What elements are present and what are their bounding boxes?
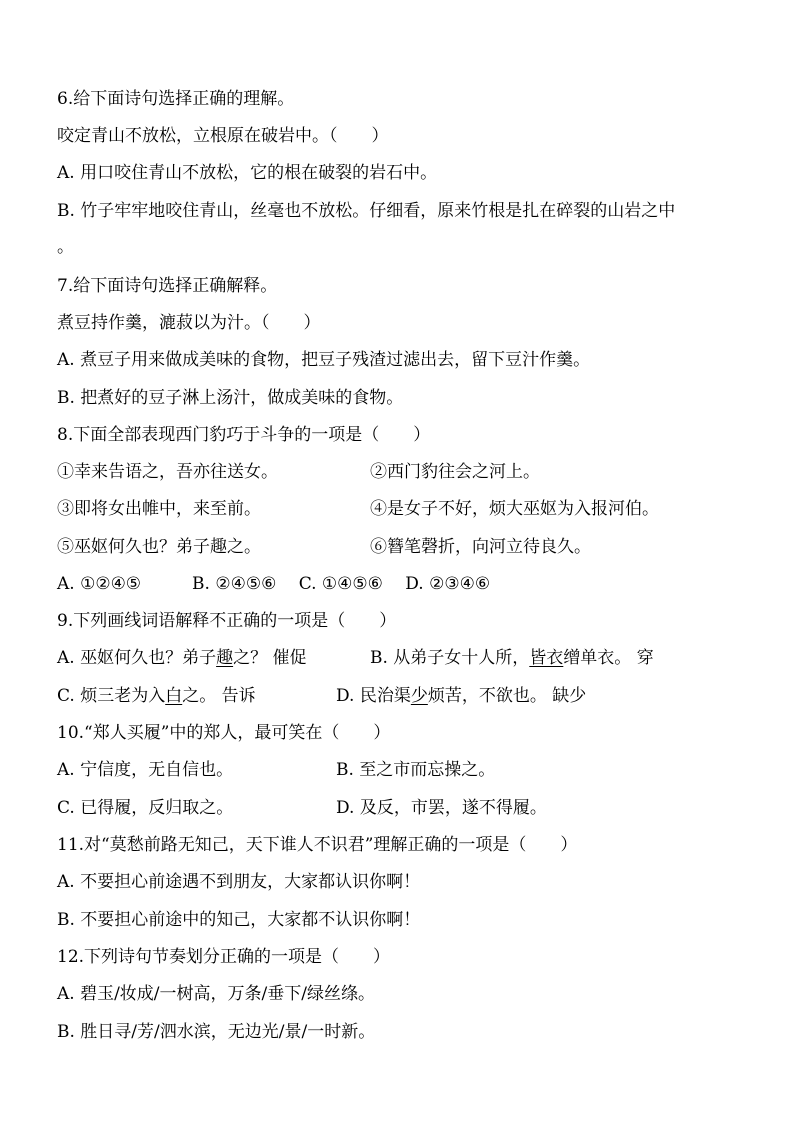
q7-poem: 煮豆持作羹，漉菽以为汁。（ ） [57,313,321,333]
q11-stem: 11.对“莫愁前路无知己，天下谁人不识君”理解正确的一项是（ ） [57,835,578,855]
q9-a-underlined: 趣 [216,648,234,668]
q9-a-text: A. 巫妪何久也？弟子 [57,648,217,668]
q12-option-b: B. 胜日寻/芳/泗水滨，无边光/景/一时新。 [57,1022,376,1042]
q9-stem: 9.下列画线词语解释不正确的一项是（ ） [57,611,397,631]
q9-c-text: C. 烦三老为入 [57,686,166,706]
q10-option-b: B. 至之市而忘操之。 [336,760,496,780]
q9-option-a [57,647,307,669]
q9-b-gloss: 缯单衣。 穿 [563,648,654,668]
q6-stem: 6.给下面诗句选择正确的理解。 [57,89,295,109]
q9-b-text: B. 从弟子女十人所， [370,648,530,668]
q7-option-b: B. 把煮好的豆子淋上汤汁，做成美味的食物。 [57,388,404,408]
q10-option-a: A. 宁信度，无自信也。 [57,760,234,780]
q12-option-a: A. 碧玉/妆成/一树高，万条/垂下/绿丝绦。 [57,984,375,1004]
q7-stem: 7.给下面诗句选择正确解释。 [57,276,278,296]
q8-item-4: ④是女子不好，烦大巫妪为入报河伯。 [370,499,659,519]
q9-d-text: D. 民治渠 [336,686,411,706]
q8-item-5: ⑤巫妪何久也？弟子趣之。 [57,537,261,557]
q9-d-underlined: 少 [410,686,428,706]
q9-a-gloss: 之？ 催促 [233,648,307,668]
q8-item-6: ⑥簪笔磬折，向河立待良久。 [370,537,591,557]
q10-option-c: C. 已得履，反归取之。 [57,798,234,818]
q9-c-underlined: 白 [165,686,183,706]
q6-poem: 咬定青山不放松，立根原在破岩中。（ ） [57,126,389,146]
q9-option-d [336,685,586,707]
q12-stem: 12.下列诗句节奏划分正确的一项是（ ） [57,947,391,967]
q8-stem: 8.下面全部表现西门豹巧于斗争的一项是（ ） [57,425,431,445]
q9-option-b [370,647,654,669]
q7-option-a: A. 煮豆子用来做成美味的食物，把豆子残渣过滤出去，留下豆汁作羹。 [57,350,591,370]
q6-option-b: B. 竹子牢牢地咬住青山，丝毫也不放松。仔细看，原来竹根是扎在碎裂的山岩之中 [57,201,676,221]
q10-option-d: D. 及反，市罢，遂不得履。 [336,798,547,818]
q8-item-1: ①幸来告语之，吾亦往送女。 [57,462,278,482]
q8-options: A. ①②④⑤ B. ②④⑤⑥ C. ①④⑤⑥ D. ②③④⑥ [57,574,491,594]
q8-item-3: ③即将女出帷中，来至前。 [57,499,261,519]
q6-option-a: A. 用口咬住青山不放松，它的根在破裂的岩石中。 [57,163,438,183]
q8-item-2: ②西门豹往会之河上。 [370,462,540,482]
q6-option-b-tail: 。 [57,237,74,257]
q10-stem: 10.“郑人买履”中的郑人，最可笑在（ ） [57,723,391,743]
q9-option-c [57,685,256,707]
q9-c-gloss: 之。 告诉 [182,686,256,706]
q11-option-a: A. 不要担心前途遇不到朋友，大家都认识你啊！ [57,872,421,892]
q9-d-gloss: 烦苦，不欲也。 缺少 [427,686,587,706]
q11-option-b: B. 不要担心前途中的知己，大家都不认识你啊！ [57,910,421,930]
q9-b-underlined: 皆衣 [529,648,564,668]
